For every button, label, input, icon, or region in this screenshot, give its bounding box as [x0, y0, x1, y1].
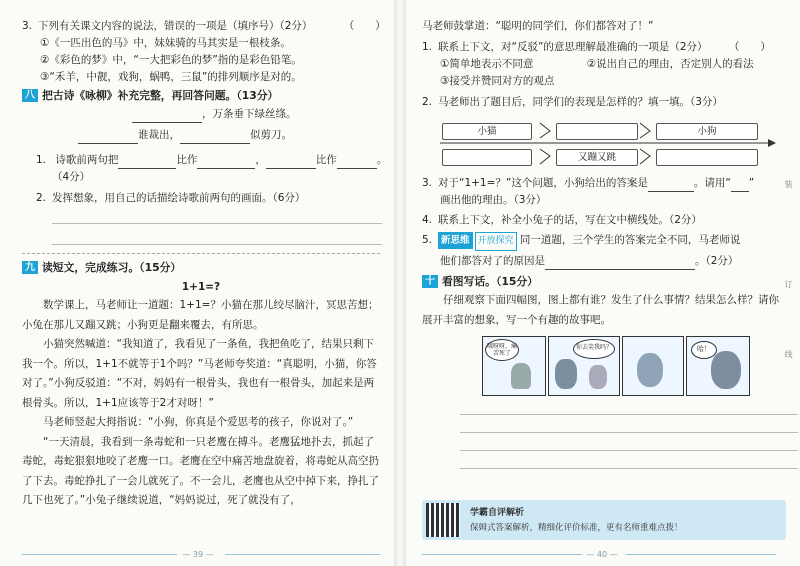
r-q2 — [422, 94, 786, 111]
speech-bubble: 哦呀呀，痛苦死了 — [485, 339, 519, 361]
s8-q2-number: 2. — [36, 192, 47, 204]
q3-text: 下列有关课文内容的说法，错误的一项是（填序号）（2分） — [38, 20, 313, 32]
q3-number: 3. — [22, 20, 33, 32]
r-q3-blank[interactable] — [648, 179, 694, 192]
speech-bubble: 你去笑我吗？ — [573, 339, 615, 359]
r-q3-line2: 画出他的理由。（3分） — [440, 194, 547, 206]
section-9-badge: 九 — [22, 261, 38, 274]
poem-blank-1[interactable] — [132, 110, 202, 123]
right-page — [404, 0, 800, 566]
section-10-header — [422, 274, 786, 289]
right-page-number: — 40 — — [586, 550, 618, 559]
section-10-badge: 十 — [422, 275, 438, 288]
comic-panel-1 — [482, 336, 546, 396]
r-q1-answer-paren[interactable]: （ ） — [728, 41, 771, 53]
r-q2-flow-diagram — [440, 115, 786, 171]
r-q1-text: 联系上下文，对“反驳”的意思理解最准确的一项是（2分） — [438, 41, 708, 53]
s8-q1-blank-2[interactable] — [197, 156, 255, 169]
q3-answer-paren[interactable]: （ ） — [343, 20, 386, 32]
story-paragraph-4: “一天清晨，我看到一条毒蛇和一只老鹰在搏斗。老鹰猛地扑去，抓起了毒蛇，毒蛇狠狠地咬了老鹰一口。老鹰在空中痛苦地盘旋着，将毒蛇从高空扔了下去。毒蛇挣扎了一会儿就死了。不一会儿，老鹰也从空中掉下来，挣扎了几下也死了。”小兔子继续说道，“妈妈说过，死了就没有了， — [22, 435, 379, 506]
writing-line — [460, 414, 798, 415]
writing-line — [460, 450, 798, 451]
hedgehog-figure — [589, 365, 607, 389]
s8-q1-text-a: 诗歌前两句把 — [55, 154, 119, 166]
poem-line-2-mid: 谁裁出， — [138, 129, 180, 141]
binding-mark-2: 订 — [784, 280, 793, 288]
s8-q1-blank-1[interactable] — [118, 156, 176, 169]
flow-box-cat: 小猫 — [442, 123, 532, 140]
story-paragraph-1: 数学课上，马老师让一道题：1+1=？小猫在那儿绞尽脑汁，冥思苦想；小兔在那儿又蹦又跳；小狗更是翻来覆去，有所思。 — [22, 299, 379, 331]
answer-line — [52, 223, 382, 224]
r-q5-score: 。（2分） — [695, 255, 739, 267]
story-title: 1+1=? — [181, 281, 221, 293]
r-q3-mark-blank[interactable] — [731, 179, 749, 192]
poem-line-1-text: ，万条垂下绿丝绦。 — [202, 108, 297, 120]
section-divider — [22, 253, 380, 254]
binding-mark-3: 线 — [784, 350, 793, 358]
r-q1-option-3: ③接受并赞同对方的观点 — [440, 75, 555, 87]
r-q5-number: 5. — [422, 234, 433, 246]
self-review-banner — [422, 500, 786, 540]
story-paragraph-2: 小猫突然喊道：“我知道了，我看见了一条鱼，我把鱼吃了，结果只剩下我一个。所以，1+1不就等于1个吗？”马老师夸奖道：“真聪明，小猫，你答对了。”小狗反驳道：“不对，妈妈有一根骨头，我也有一根骨头，加起来是两根骨头。所以，1+1应该等于2才对呀！” — [22, 338, 377, 409]
poem-blank-3[interactable] — [180, 131, 250, 144]
story-paragraph-3: 马老师竖起大拇指说：“小狗，你真是个爱思考的孩子，你说对了。” — [43, 416, 354, 428]
r-q3-text-c: ” — [748, 177, 755, 189]
flow-box-blank-3[interactable] — [656, 149, 758, 166]
comic-panel-3 — [622, 336, 684, 396]
s8-q2-text: 发挥想象，用自己的话描绘诗歌前两句的画面。（6分） — [52, 192, 306, 204]
section-10-instructions: 仔细观察下面四幅图，图上都有谁？发生了什么事情？结果怎么样？请你展开丰富的想象，写一个有趣的故事吧。 — [422, 294, 779, 326]
s8-q1-text-e: 。 — [376, 154, 388, 166]
q3-option-1: ①《一匹出色的马》中，妹妹骑的马其实是一根枝条。 — [40, 37, 291, 49]
s8-q1-text-d: 比作 — [315, 154, 337, 166]
hedgehog-figure — [511, 363, 531, 389]
left-page-number: — 39 — — [182, 550, 214, 559]
story-ending: 马老师鼓掌道：“聪明的同学们，你们都答对了！” — [422, 20, 654, 32]
r-q1-option-2: ②说出自己的理由，否定别人的看法 — [586, 58, 754, 70]
s8-q1-number: 1. — [36, 154, 47, 166]
flow-box-jump: 又蹦又跳 — [556, 149, 638, 166]
wolf-figure — [637, 353, 663, 387]
section-9-header — [22, 260, 380, 275]
poem-blank-2[interactable] — [78, 131, 138, 144]
r-q5 — [422, 232, 786, 251]
comic-panel-2 — [548, 336, 620, 396]
qr-code-icon[interactable] — [426, 503, 460, 537]
r-q4-text: 联系上下文，补全小兔子的话，写在文中横线处。（2分） — [438, 214, 702, 226]
poem-line-2 — [22, 127, 380, 144]
r-q5-blank[interactable] — [545, 257, 695, 270]
binding-mark-1: 装 — [784, 180, 793, 188]
comic-strip — [422, 336, 786, 398]
poem-line-2-tail: 似剪刀。 — [250, 129, 292, 141]
s8-q1-text-c: ， — [255, 154, 266, 166]
r-q1 — [422, 39, 786, 56]
s8-q1-blank-4[interactable] — [337, 156, 377, 169]
answer-line — [52, 244, 382, 245]
poem-line-1 — [22, 106, 380, 123]
r-q3 — [422, 175, 786, 192]
flow-box-blank-1[interactable] — [556, 123, 638, 140]
r-q3-text-a: 对于“1+1=？”这个问题，小狗给出的答案是 — [438, 177, 648, 189]
s8-q2 — [22, 190, 380, 207]
section-8-title: 把古诗《咏柳》补充完整，再回答问题。（13分） — [42, 89, 279, 102]
section-10-title: 看图写话。（15分） — [442, 275, 538, 288]
q3-row — [22, 18, 386, 35]
r-q5-line2-text: 他们都答对了的原因是 — [440, 255, 545, 267]
r-q2-number: 2. — [422, 96, 433, 108]
open-explore-tag: 开放探究 — [475, 232, 517, 251]
s8-q2-answer-lines[interactable] — [52, 223, 382, 245]
s8-q1 — [22, 152, 388, 169]
wolf-figure — [555, 359, 577, 389]
flow-box-blank-2[interactable] — [442, 149, 532, 166]
self-review-title: 学霸自评解析 — [470, 508, 525, 518]
q3-option-2: ②《彩色的梦》中，“一大把彩色的梦”指的是彩色铅笔。 — [40, 54, 302, 66]
writing-line — [460, 432, 798, 433]
left-page — [0, 0, 396, 566]
comic-panel-4 — [686, 336, 750, 396]
r-q5-line2 — [422, 253, 786, 270]
r-q2-text: 马老师出了题目后，同学们的表现是怎样的？填一填。（3分） — [438, 96, 723, 108]
r-q3-number: 3. — [422, 177, 433, 189]
section-9-title: 读短文，完成练习。（15分） — [42, 261, 182, 274]
new-thinking-badge: 新思维 — [438, 232, 473, 249]
r-q1-option-1: ①简单地表示不同意 — [440, 58, 534, 70]
flow-box-dog: 小狗 — [656, 123, 758, 140]
r-q1-number: 1. — [422, 41, 433, 53]
wolf-figure — [711, 351, 741, 389]
writing-lines[interactable] — [460, 414, 798, 469]
r-q4 — [422, 212, 786, 229]
section-8-header — [22, 88, 380, 103]
r-q1-options-row — [422, 56, 786, 73]
section-8-badge: 八 — [22, 89, 38, 102]
s8-q1-score: （4分） — [52, 171, 91, 183]
writing-line — [460, 468, 798, 469]
r-q4-number: 4. — [422, 214, 433, 226]
r-q3-text-b: 。请用“ — [693, 177, 731, 189]
s8-q1-blank-3[interactable] — [266, 156, 316, 169]
q3-option-3: ③“禾羊，中靓，戏狗，蜗鸭，三鼠”的排列顺序是对的。 — [40, 71, 302, 83]
speech-bubble: 哈！ — [691, 341, 717, 359]
s8-q1-text-b: 比作 — [176, 154, 198, 166]
self-review-text: 保姆式答案解析，精细化评价标准，更有名师重难点拨！ — [470, 523, 683, 533]
r-q5-text: 同一道题，三个学生的答案完全不同，马老师说 — [519, 234, 741, 246]
